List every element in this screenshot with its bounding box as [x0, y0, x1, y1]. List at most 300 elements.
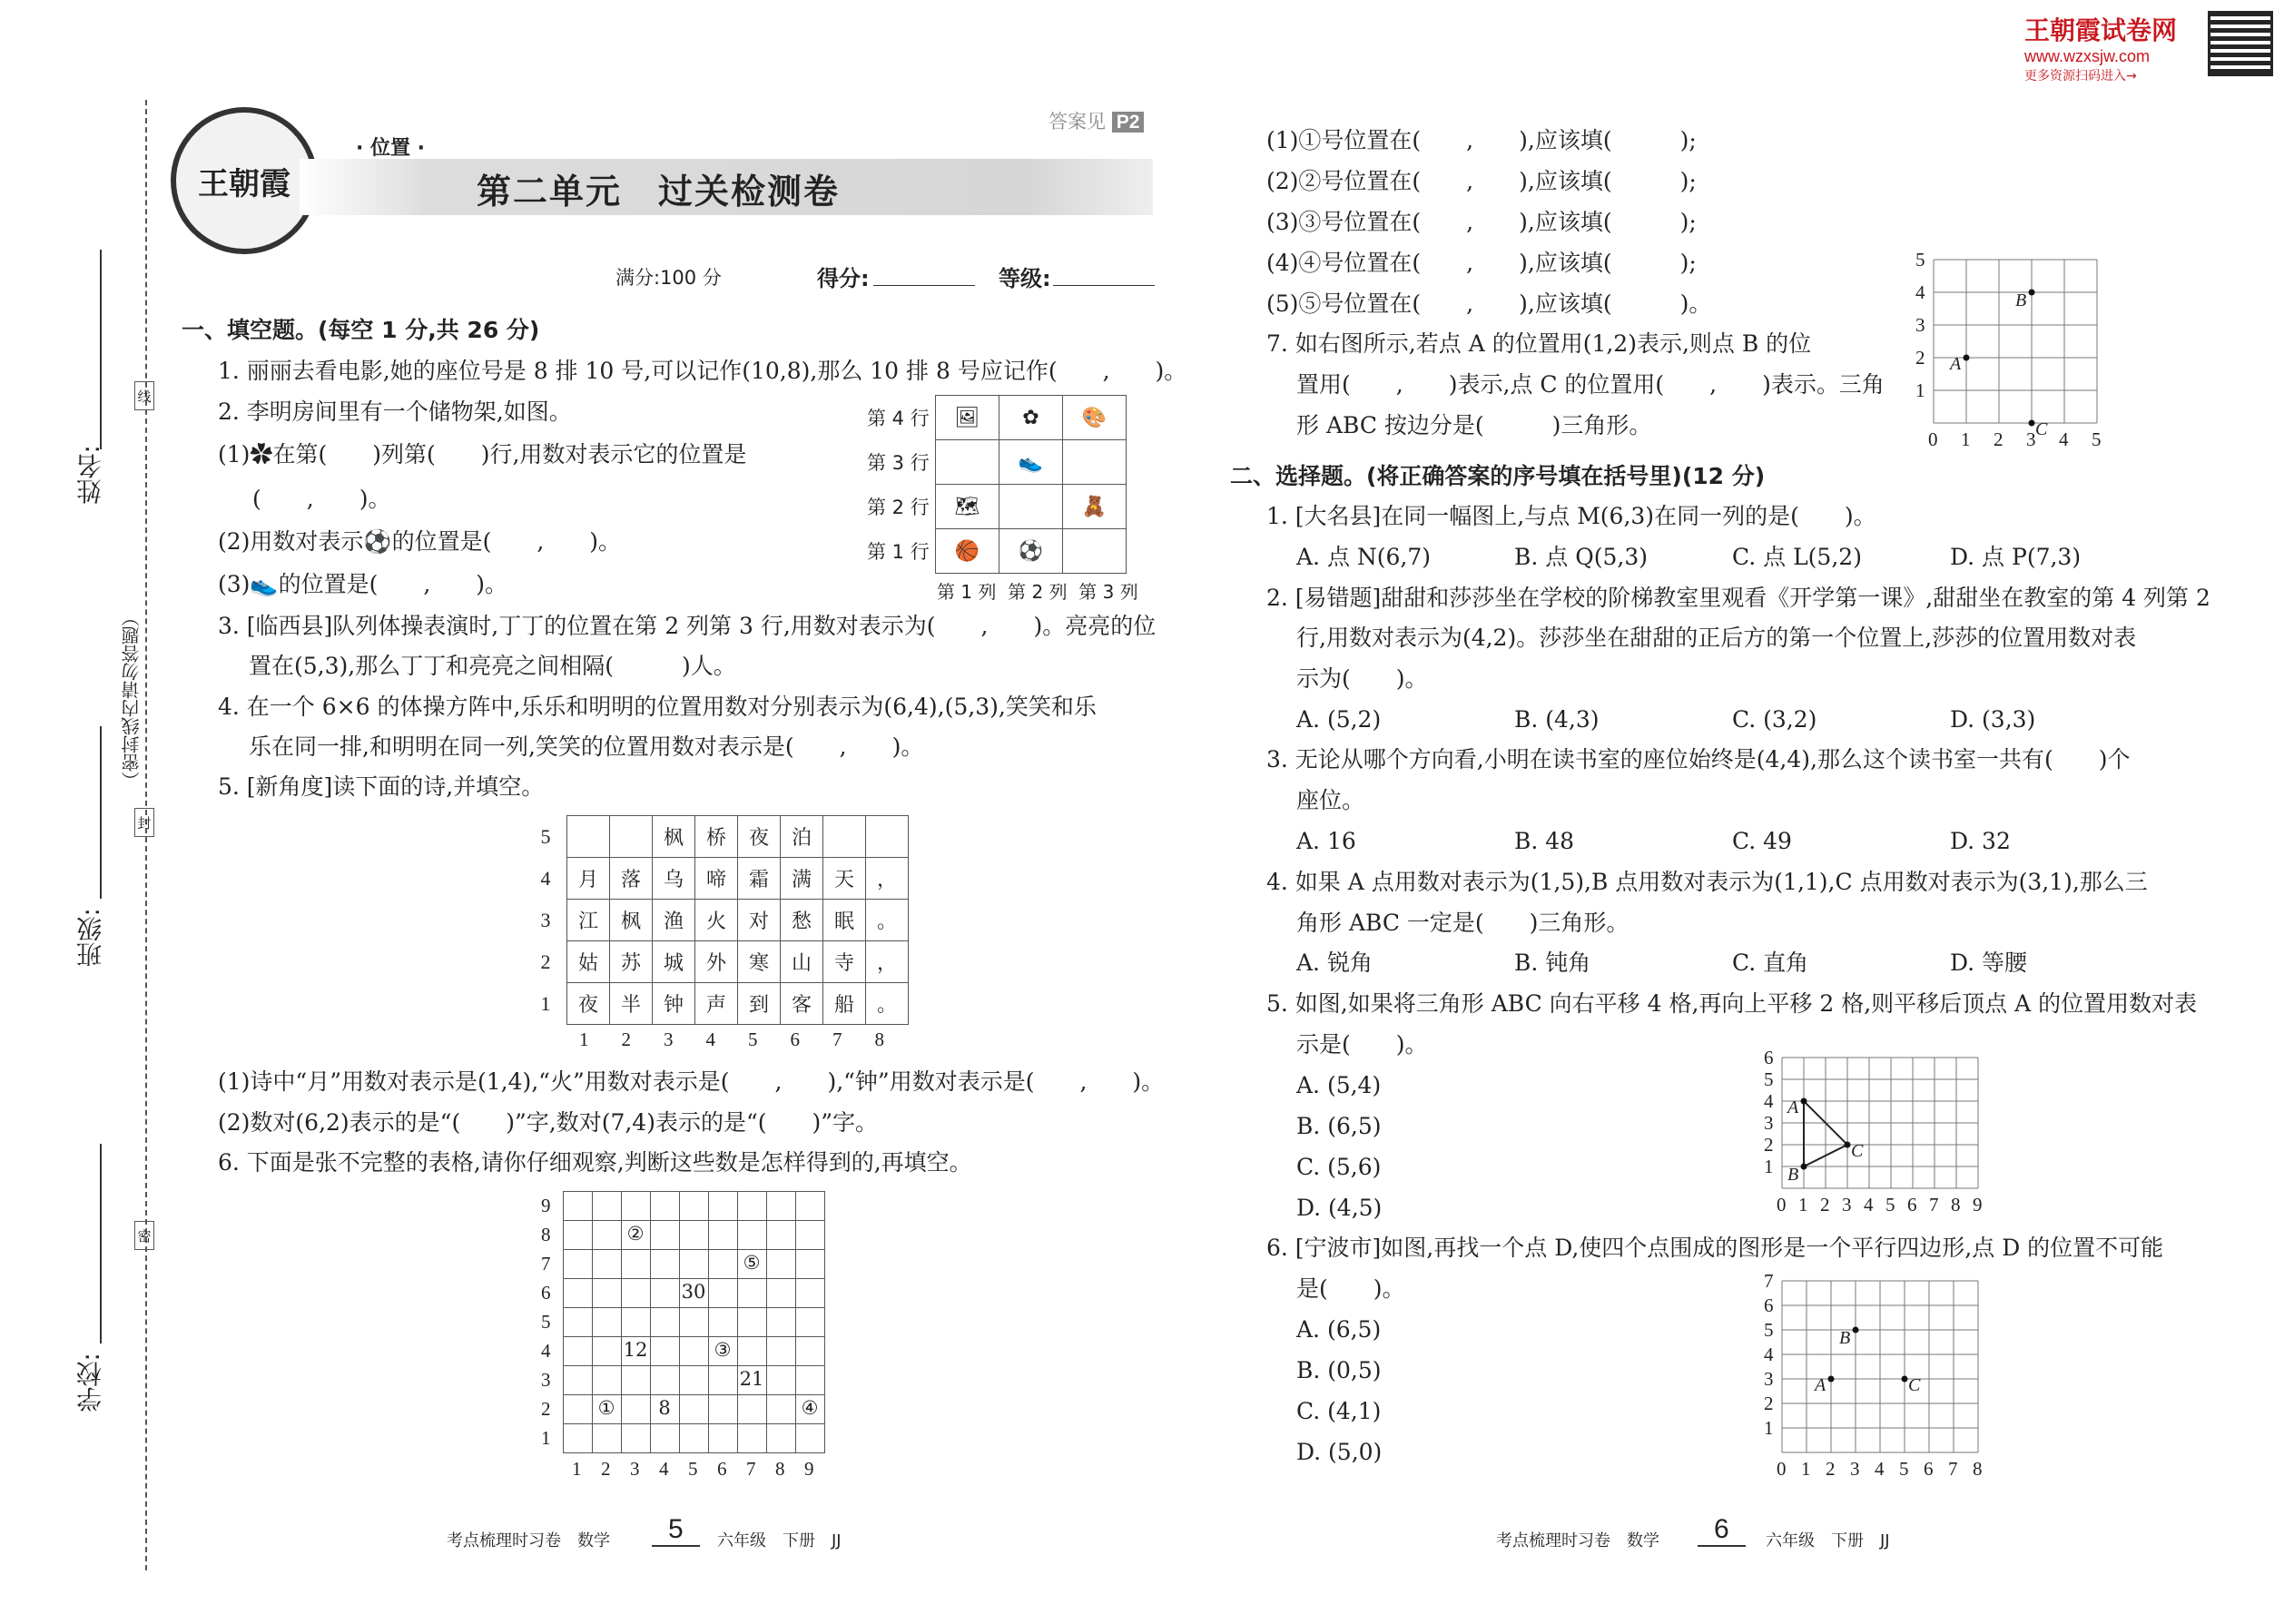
- q2-part3: [218, 569, 507, 600]
- graph-c5: [1764, 1047, 1983, 1216]
- score-label: 得分:: [817, 266, 870, 291]
- point-label: B: [1787, 1165, 1799, 1185]
- point-label: B: [1839, 1328, 1851, 1348]
- option-d[interactable]: D. (4,5): [1296, 1195, 1383, 1221]
- poem-cell: ，: [866, 941, 909, 983]
- shelf-row-2: 第 2 行: [867, 497, 930, 518]
- qr-code-icon: [2208, 11, 2273, 76]
- q7-line1: 7. 如右图所示,若点 A 的位置用(1,2)表示,则点 B 的位: [1266, 330, 1812, 357]
- option-a[interactable]: A. 锐角: [1296, 950, 1373, 976]
- poem-cell: 船: [823, 983, 866, 1025]
- grid-cell: [592, 1365, 622, 1395]
- axis-y-label: 6: [1764, 1047, 1774, 1068]
- shelf-grid: [935, 395, 1127, 574]
- grid-cell: [708, 1423, 738, 1453]
- option-c[interactable]: C. 点 L(5,2): [1732, 544, 1862, 570]
- c1: 1. [大名县]在同一幅图上,与点 M(6,3)在同一列的是( )。: [1266, 503, 1876, 529]
- grid-cell: [592, 1278, 622, 1308]
- axis-x-label: 3: [1842, 1194, 1852, 1216]
- grid-y-label: 7: [541, 1253, 551, 1275]
- grid-cell: [795, 1307, 825, 1337]
- grid-cell: [679, 1220, 709, 1250]
- c2-line3: 示为( )。: [1296, 665, 1428, 692]
- grid-cell: [650, 1307, 680, 1337]
- poem-cell: 霜: [738, 858, 781, 900]
- option-d[interactable]: D. (3,3): [1950, 706, 2036, 733]
- option-c[interactable]: C. (3,2): [1732, 706, 1817, 733]
- shelf-cell: 🏀: [936, 529, 999, 574]
- option-a[interactable]: A. (6,5): [1296, 1316, 1382, 1343]
- poem-y-label: 4: [525, 858, 567, 900]
- poem-cell: 泊: [781, 816, 823, 858]
- seal-box-feng: 封: [134, 808, 154, 837]
- poem-cell: [866, 816, 909, 858]
- poem-x-label: 4: [705, 1029, 715, 1050]
- grid-cell: [737, 1191, 767, 1221]
- q4-line1: 4. 在一个 6×6 的体操方阵中,乐乐和明明的位置用数对分别表示为(6,4),(5,3),笑笑和乐: [218, 694, 1097, 720]
- grid-cell: [795, 1423, 825, 1453]
- point-label: C: [1908, 1375, 1921, 1395]
- axis-x-label: 7: [1929, 1194, 1939, 1216]
- fill-5: (5)⑤号位置在( , ),应该填( )。: [1266, 290, 1712, 317]
- grid-cell: [592, 1307, 622, 1337]
- section-fill-heading: 一、填空题。(每空 1 分,共 26 分): [182, 317, 540, 343]
- fill-1: (1)①号位置在( , ),应该填( );: [1266, 127, 1697, 153]
- axis-x-label: 4: [2059, 428, 2069, 450]
- poem-cell: 城: [653, 941, 695, 983]
- axis-x-label: 4: [1864, 1194, 1874, 1216]
- option-b[interactable]: B. 48: [1514, 828, 1575, 854]
- axis-x-label: 3: [2026, 428, 2036, 450]
- fill-4: (4)④号位置在( , ),应该填( );: [1266, 250, 1697, 276]
- axis-y-label: 5: [1915, 249, 1925, 271]
- poem-cell: 到: [738, 983, 781, 1025]
- grid-cell: [737, 1394, 767, 1424]
- poem-cell: 眠: [823, 900, 866, 941]
- grid-y-label: 4: [541, 1340, 551, 1362]
- axis-x-label: 5: [2092, 428, 2102, 450]
- shelf-row-3: 第 3 行: [867, 452, 930, 474]
- axis-y-label: 6: [1764, 1294, 1774, 1316]
- poem-cell: 寒: [738, 941, 781, 983]
- option-c[interactable]: C. 49: [1732, 828, 1792, 854]
- grid-value: 30: [681, 1281, 706, 1303]
- grid-x-label: 1: [572, 1458, 582, 1480]
- grid-y-label: 1: [541, 1427, 551, 1449]
- grid-cell: [708, 1307, 738, 1337]
- poem-cell: [610, 816, 653, 858]
- grid-cell: [737, 1307, 767, 1337]
- grid-cell: [708, 1365, 738, 1395]
- grid-x-label: 2: [601, 1458, 611, 1480]
- axis-x-label: 3: [1850, 1458, 1860, 1480]
- page-number-left: 5: [652, 1514, 700, 1547]
- grid-cell: [592, 1423, 622, 1453]
- point-a: [1828, 1376, 1835, 1383]
- grade-label: 等级:: [999, 266, 1051, 291]
- point-label: C: [1851, 1141, 1864, 1161]
- axis-x-label: 4: [1875, 1458, 1885, 1480]
- grid-cell: [563, 1423, 593, 1453]
- grid-x-label: 3: [630, 1458, 640, 1480]
- grid-cell: [621, 1278, 651, 1308]
- point-b: [1801, 1164, 1807, 1170]
- grid-y-label: 5: [541, 1311, 551, 1333]
- page-number-right: 6: [1698, 1514, 1746, 1547]
- grid-x-label: 4: [659, 1458, 669, 1480]
- grid-cell: [592, 1191, 622, 1221]
- axis-y-label: 2: [1764, 1134, 1774, 1156]
- shelf-cell: ⚽: [999, 529, 1063, 574]
- number-grid: [541, 1191, 824, 1480]
- shelf-row-1: 第 1 行: [867, 541, 930, 563]
- grid-value: ⑤: [743, 1252, 761, 1274]
- poem-cell: 外: [695, 941, 738, 983]
- grid-cell: [795, 1249, 825, 1279]
- shelf-row-labels: [867, 397, 930, 575]
- grid-x-label: 9: [804, 1458, 814, 1480]
- grid-cell: [563, 1307, 593, 1337]
- q7-line2: 置用( , )表示,点 C 的位置用( , )表示。三角: [1296, 371, 1885, 398]
- q3-line2: 置在(5,3),那么丁丁和亮亮之间相隔( )人。: [249, 653, 736, 679]
- axis-x-label: 5: [1899, 1458, 1909, 1480]
- grid-value: 12: [623, 1339, 648, 1361]
- axis-y-label: 3: [1764, 1112, 1774, 1134]
- grid-cell: [563, 1220, 593, 1250]
- brand-logo: [2024, 11, 2206, 84]
- point-c: [1902, 1376, 1908, 1383]
- q2-part3-text: 的位置是( , )。: [278, 571, 508, 597]
- axis-y-label: 1: [1764, 1417, 1774, 1439]
- axis-y-label: 2: [1764, 1393, 1774, 1414]
- axis-x-label: 8: [1973, 1458, 1983, 1480]
- option-d[interactable]: D. 点 P(7,3): [1950, 544, 2082, 570]
- grid-cell: [708, 1191, 738, 1221]
- grid-cell: [621, 1423, 651, 1453]
- point-label: A: [1950, 354, 1962, 374]
- axis-x-label: 6: [1924, 1458, 1934, 1480]
- grid-y-label: 2: [541, 1398, 551, 1420]
- grid-cell: [563, 1191, 593, 1221]
- point-a: [1801, 1098, 1807, 1105]
- poem-cell: 枫: [653, 816, 695, 858]
- grid-y-label: 6: [541, 1282, 551, 1304]
- grid-cell: [737, 1278, 767, 1308]
- footer-left-text: 考点梳理时习卷 数学: [447, 1531, 610, 1550]
- c5-line2: 示是( )。: [1296, 1031, 1428, 1058]
- grid-cell: [679, 1423, 709, 1453]
- grid-y-label: 9: [541, 1195, 551, 1216]
- axis-x-label: 8: [1951, 1194, 1961, 1216]
- poem-x-label: 5: [748, 1029, 758, 1050]
- g7-svg: [1934, 260, 2099, 425]
- grid-cell: [563, 1394, 593, 1424]
- poem-cell: 寺: [823, 941, 866, 983]
- grid-cell: [650, 1423, 680, 1453]
- poem-x-label: 7: [832, 1029, 842, 1050]
- point-label: A: [1815, 1375, 1826, 1395]
- shelf-col-labels: 第 1 列 第 2 列 第 3 列: [937, 581, 1138, 603]
- axis-y-label: 2: [1915, 347, 1925, 369]
- footer-right-grade: 六年级 下册 JJ: [1766, 1531, 1890, 1550]
- shelf-cell: 🖼: [936, 396, 999, 440]
- q3-line1: 3. [临西县]队列体操表演时,丁丁的位置在第 2 列第 3 行,用数对表示为( , )。亮亮的位: [218, 613, 1157, 639]
- grid-cell: [737, 1423, 767, 1453]
- option-c[interactable]: C. (4,1): [1296, 1398, 1382, 1424]
- axis-x-label: 5: [1885, 1194, 1895, 1216]
- option-b[interactable]: B. (4,3): [1514, 706, 1600, 733]
- q5-part2: (2)数对(6,2)表示的是“( )”字,数对(7,4)表示的是“( )”字。: [218, 1109, 879, 1136]
- grid-value: 21: [739, 1368, 764, 1390]
- grid-cell: [766, 1365, 796, 1395]
- grid-cell: [621, 1191, 651, 1221]
- answer-ref-text: 答案见: [1049, 111, 1106, 133]
- seal-box-mi: 密: [134, 1221, 154, 1250]
- grid-cell: [563, 1249, 593, 1279]
- score-field[interactable]: [873, 285, 975, 286]
- poem-y-label: 3: [525, 900, 567, 941]
- grid-y-label: 8: [541, 1224, 551, 1245]
- grid-x-label: 7: [746, 1458, 756, 1480]
- shelf-cell: 🎨: [1063, 396, 1127, 440]
- g6-svg: [1782, 1281, 1980, 1454]
- grid-value: 8: [658, 1397, 671, 1419]
- point-label: A: [1787, 1097, 1799, 1117]
- c2-line1: 2. [易错题]甜甜和莎莎坐在学校的阶梯教室里观看《开学第一课》,甜甜坐在教室的第 4 列第 2: [1266, 585, 2210, 611]
- poem-cell: 天: [823, 858, 866, 900]
- poem-x-label: 3: [664, 1029, 674, 1050]
- logo-emblem: [171, 107, 318, 254]
- q5: 5. [新角度]读下面的诗,并填空。: [218, 773, 545, 800]
- q2-part2-text2: 的位置是( , )。: [391, 528, 622, 555]
- school-label: 学校:: [75, 1353, 105, 1412]
- q1: 1. 丽丽去看电影,她的座位号是 8 排 10 号,可以记作(10,8),那么 10 排 8 号应记作( , )。: [218, 358, 1187, 384]
- poem-cell: ，: [866, 858, 909, 900]
- grid-cell: [621, 1365, 651, 1395]
- shelf-cell: 🗺: [936, 485, 999, 529]
- poem-cell: 苏: [610, 941, 653, 983]
- grid-cell: [766, 1191, 796, 1221]
- option-b[interactable]: B. 钝角: [1514, 950, 1591, 976]
- brand-slogan: 更多资源扫码进入→: [2024, 69, 2137, 84]
- grid-cell: [592, 1249, 622, 1279]
- poem-cell: [823, 816, 866, 858]
- graph-q7: [1915, 249, 2102, 450]
- axis-y-label: 5: [1764, 1068, 1774, 1090]
- point-c: [2029, 420, 2035, 427]
- grid-x-label: 8: [775, 1458, 785, 1480]
- poem-cell: 客: [781, 983, 823, 1025]
- c4-line1: 4. 如果 A 点用数对表示为(1,5),B 点用数对表示为(1,1),C 点用数对表示为(3,1),那么三: [1266, 869, 2148, 895]
- c3-line1: 3. 无论从哪个方向看,小明在读书室的座位始终是(4,4),那么这个读书室一共有( )个: [1266, 746, 2131, 773]
- name-field[interactable]: [100, 250, 102, 449]
- grid-y-label: 3: [541, 1369, 551, 1391]
- school-field[interactable]: [100, 1144, 102, 1343]
- brand-name: 王朝霞试卷网: [2024, 15, 2178, 45]
- poem-cell: 山: [781, 941, 823, 983]
- grid-cell: [563, 1278, 593, 1308]
- axis-y-label: 4: [1764, 1090, 1774, 1112]
- grid-cell: [679, 1191, 709, 1221]
- axis-x-label: 1: [1801, 1458, 1811, 1480]
- poem-cell: 。: [866, 900, 909, 941]
- grid-value: ②: [626, 1223, 645, 1245]
- grid-cell: [650, 1249, 680, 1279]
- point-a: [1964, 355, 1970, 361]
- grid-cell: [795, 1191, 825, 1221]
- poem-x-label: 1: [579, 1029, 589, 1050]
- seal-note: （密封线内请勿答题）: [121, 608, 143, 790]
- option-c[interactable]: C. 直角: [1732, 950, 1809, 976]
- axis-x-label: 0: [1777, 1458, 1787, 1480]
- axis-y-label: 5: [1764, 1319, 1774, 1341]
- grid-cell: [679, 1394, 709, 1424]
- poem-cell: 钟: [653, 983, 695, 1025]
- poem-cell: 月: [567, 858, 610, 900]
- c5-line1: 5. 如图,如果将三角形 ABC 向右平移 4 格,再向上平移 2 格,则平移后顶点 A 的位置用数对表: [1266, 990, 2198, 1017]
- poem-cell: 夜: [567, 983, 610, 1025]
- grid-cell: [679, 1307, 709, 1337]
- shelf-cell: ✿: [999, 396, 1063, 440]
- poem-cell: 啼: [695, 858, 738, 900]
- poem-y-label: 2: [525, 941, 567, 983]
- point-label: C: [2035, 419, 2048, 439]
- grid-cell: [766, 1336, 796, 1366]
- grid-cell: [592, 1220, 622, 1250]
- grid-cell: [766, 1249, 796, 1279]
- answer-page-badge: P2: [1112, 112, 1145, 133]
- axis-y-label: 3: [1764, 1368, 1774, 1390]
- q6: 6. 下面是张不完整的表格,请你仔细观察,判断这些数是怎样得到的,再填空。: [218, 1149, 972, 1176]
- poem-cell: 渔: [653, 900, 695, 941]
- poem-cell: 枫: [610, 900, 653, 941]
- axis-y-label: 1: [1764, 1156, 1774, 1177]
- c3-line2: 座位。: [1296, 787, 1365, 813]
- poem-y-label: 1: [525, 983, 567, 1025]
- grid-cell: [766, 1220, 796, 1250]
- axis-x-label: 2: [1826, 1458, 1836, 1480]
- poem-cell: 。: [866, 983, 909, 1025]
- seal-box-xian: 线: [134, 381, 154, 410]
- poem-y-label: 5: [525, 816, 567, 858]
- poem-x-label: 2: [621, 1029, 631, 1050]
- poem-cell: 半: [610, 983, 653, 1025]
- poem-cell: 满: [781, 858, 823, 900]
- grade-field[interactable]: [1053, 285, 1155, 286]
- shelf-row-4: 第 4 行: [867, 408, 930, 429]
- shelf-cell: [1063, 440, 1127, 485]
- grid-cell: [708, 1249, 738, 1279]
- footer-right-text: 考点梳理时习卷 数学: [1496, 1531, 1659, 1550]
- section-choice-heading: 二、选择题。(将正确答案的序号填在括号里)(12 分): [1230, 463, 1766, 489]
- shelf-cell: [999, 485, 1063, 529]
- option-b[interactable]: B. (6,5): [1296, 1113, 1382, 1139]
- grid-cell: [650, 1191, 680, 1221]
- class-field[interactable]: [100, 726, 102, 899]
- grid-cell: [795, 1220, 825, 1250]
- q5-part1: (1)诗中“月”用数对表示是(1,4),“火”用数对表示是( , ),“钟”用数对表示是( , )。: [218, 1068, 1165, 1095]
- point-c: [1845, 1142, 1851, 1148]
- option-a[interactable]: A. 点 N(6,7): [1296, 544, 1432, 570]
- point-label: B: [2015, 290, 2027, 310]
- axis-x-label: 6: [1907, 1194, 1917, 1216]
- q2-part1: [218, 439, 746, 470]
- grid-cell: [766, 1423, 796, 1453]
- c6-line1: 6. [宁波市]如图,再找一个点 D,使四个点围成的图形是一个平行四边形,点 D 的位置不可能: [1266, 1235, 2164, 1261]
- point-b: [1853, 1327, 1859, 1334]
- grid-cell: [679, 1249, 709, 1279]
- c4-line2: 角形 ABC 一定是( )三角形。: [1296, 910, 1629, 936]
- grid-x-label: 6: [717, 1458, 727, 1480]
- graph-c6: [1764, 1270, 1983, 1480]
- grid-cell: [795, 1365, 825, 1395]
- grid-cell: [795, 1336, 825, 1366]
- axis-x-label: 7: [1948, 1458, 1958, 1480]
- grid-cell: [621, 1249, 651, 1279]
- q2-part3-num: (3): [218, 571, 251, 597]
- fill-2: (2)②号位置在( , ),应该填( );: [1266, 168, 1697, 194]
- grid-cell: [650, 1365, 680, 1395]
- poem-cell: 声: [695, 983, 738, 1025]
- option-b[interactable]: B. (0,5): [1296, 1357, 1382, 1383]
- grid-x-label: 5: [688, 1458, 698, 1480]
- grid-cell: [795, 1278, 825, 1308]
- option-c[interactable]: C. (5,6): [1296, 1154, 1382, 1180]
- page-title: 第二单元 过关检测卷: [477, 172, 841, 212]
- grid-cell: [592, 1336, 622, 1366]
- poem-cell: 对: [738, 900, 781, 941]
- brand-url: www.wzxsjw.com: [2024, 47, 2151, 65]
- grid-cell: [563, 1365, 593, 1395]
- poem-cell: [567, 816, 610, 858]
- axis-x-label: 2: [1820, 1194, 1830, 1216]
- grid-cell: [650, 1278, 680, 1308]
- q4-line2: 乐在同一排,和明明在同一列,笑笑的位置用数对表示是( , )。: [249, 733, 924, 760]
- poem-cell: 桥: [695, 816, 738, 858]
- answer-ref: [1049, 107, 1144, 134]
- option-d[interactable]: D. (5,0): [1296, 1439, 1383, 1465]
- grid-cell: [679, 1365, 709, 1395]
- grid-cell: [563, 1336, 593, 1366]
- axis-x-label: 1: [1798, 1194, 1808, 1216]
- poem-cell: 落: [610, 858, 653, 900]
- grid-cell: [679, 1336, 709, 1366]
- shelf-cell: [936, 440, 999, 485]
- grid-cell: [708, 1278, 738, 1308]
- axis-y-label: 7: [1764, 1270, 1774, 1292]
- poem-cell: 姑: [567, 941, 610, 983]
- c6-line2: 是( )。: [1296, 1275, 1405, 1302]
- logo-text: 王朝霞: [198, 165, 290, 202]
- option-a[interactable]: A. (5,2): [1296, 706, 1382, 733]
- q2-part2-text1: (2)用数对表示: [218, 528, 364, 555]
- option-a[interactable]: A. (5,4): [1296, 1072, 1382, 1098]
- option-d[interactable]: D. 32: [1950, 828, 2011, 854]
- option-b[interactable]: B. 点 Q(5,3): [1514, 544, 1648, 570]
- axis-x-label: 0: [1777, 1194, 1787, 1216]
- name-label: 姓名:: [75, 445, 105, 505]
- poem-x-label: 6: [790, 1029, 800, 1050]
- grid-cell: [650, 1220, 680, 1250]
- flower-icon: ✿: [250, 441, 273, 468]
- q2-part1-blank: ( , )。: [252, 486, 391, 512]
- q2: 2. 李明房间里有一个储物架,如图。: [218, 399, 572, 425]
- option-d[interactable]: D. 等腰: [1950, 950, 2028, 976]
- grid-cell: [737, 1220, 767, 1250]
- option-a[interactable]: A. 16: [1296, 828, 1356, 854]
- q2-part1-num: (1): [218, 441, 251, 468]
- fill-3: (3)③号位置在( , ),应该填( );: [1266, 209, 1697, 235]
